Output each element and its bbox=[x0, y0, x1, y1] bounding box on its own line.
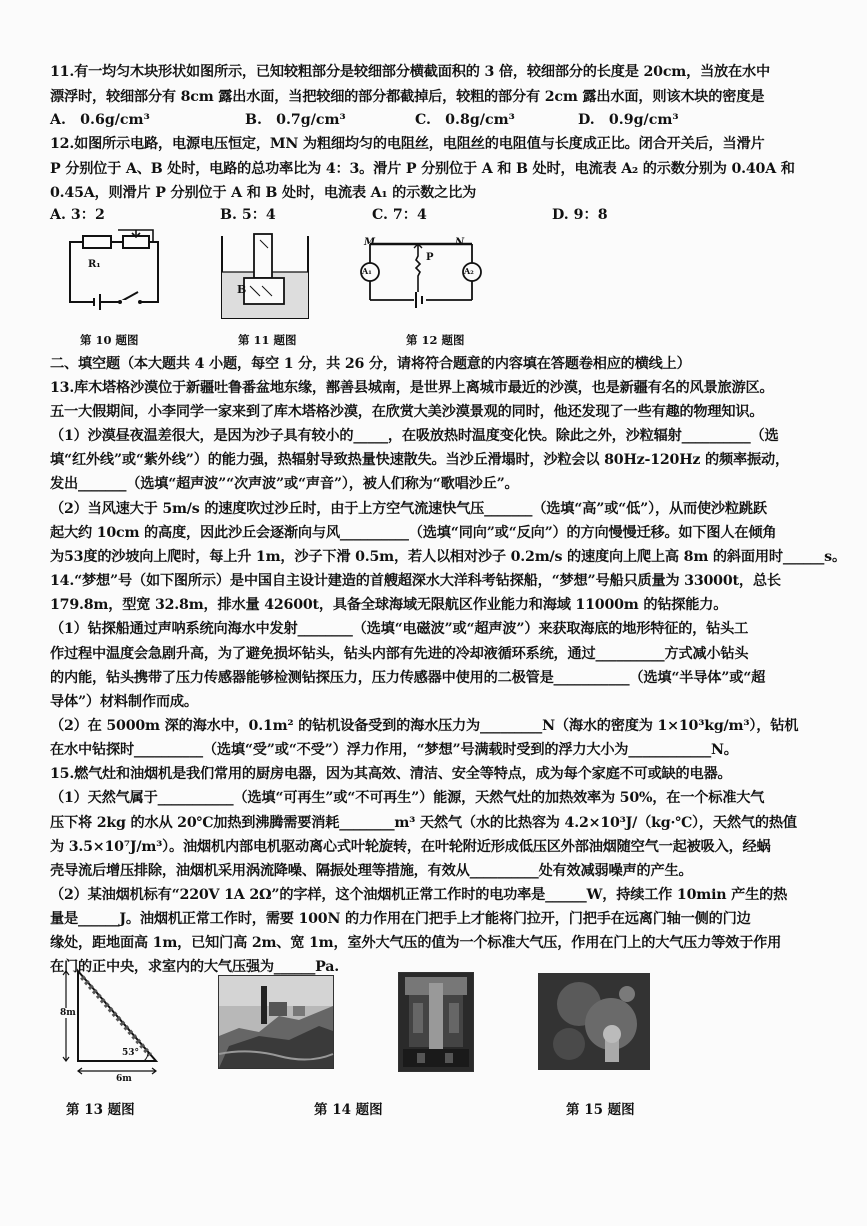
q13-line-8: 为53度的沙坡向上爬时，每上升 1m，沙子下滑 0.5m，若人以相对沙子 0.2m/s 的速度向上爬上高 8m 的斜面用时______s。 bbox=[50, 549, 846, 565]
q14-line-6: 导体”）材料制作而成。 bbox=[50, 694, 198, 710]
q11-line-1: 11.有一均匀木块形状如图所示，已知较粗部分是较细部分横截面积的 3 倍，较细部分的长度是 20cm，当放在水中 bbox=[50, 64, 771, 80]
q13-line-1: 13.库木塔格沙漠位于新疆吐鲁番盆地东缘，鄯善县城南，是世界上离城市最近的沙漠，也是新疆有名的风景旅游区。 bbox=[50, 380, 774, 396]
q13-height-label: 8m bbox=[60, 1008, 76, 1018]
q15-range-hood-photo bbox=[538, 973, 650, 1070]
q15-figure-caption: 第 15 题图 bbox=[566, 1102, 635, 1118]
q13-line-5: 发出_______（选填“超声波”“次声波”或“声音”），被人们称为“歌唱沙丘”。 bbox=[50, 476, 519, 492]
q14-line-3: （1）钻探船通过声呐系统向海水中发射________（选填“电磁波”或“超声波”）来获取海底的地形特征的，钻头工 bbox=[50, 621, 749, 637]
q14-drill-photo bbox=[398, 972, 474, 1072]
q12-option-d: D. 9：8 bbox=[552, 207, 608, 223]
q11-option-c: C. 0.8g/cm³ bbox=[415, 112, 515, 128]
q14-line-2: 179.8m，型宽 32.8m，排水量 42600t，具备全球海域无限航区作业能力和海域 11000m 的钻探能力。 bbox=[50, 597, 728, 613]
q15-line-1: 15.燃气灶和油烟机是我们常用的厨房电器，因为其高效、清洁、安全等特点，成为每个家庭不可或缺的电器。 bbox=[50, 766, 732, 782]
q11-line-2: 漂浮时，较细部分有 8cm 露出水面，当把较细的部分都截掉后，较粗的部分有 2cm 露出水面，则该木块的密度是 bbox=[50, 89, 765, 105]
q15-line-6: （2）某油烟机标有“220V 1A 2Ω”的字样，这个油烟机正常工作时的电功率是______W，持续工作 10min 产生的热 bbox=[50, 887, 788, 903]
q14-drilling-ship-photo bbox=[218, 975, 334, 1069]
q15-line-3: 压下将 2kg 的水从 20℃加热到沸腾需要消耗________m³ 天然气（水的比热容为 4.2×10³J/（kg·℃），天然气的热值 bbox=[50, 815, 797, 831]
q11-block-diagram bbox=[218, 230, 312, 322]
q13-slope-diagram bbox=[60, 965, 170, 1080]
q11-b-label: B bbox=[237, 283, 247, 296]
q11-option-d: D. 0.9g/cm³ bbox=[578, 112, 679, 128]
q13-line-6: （2）当风速大于 5m/s 的速度吹过沙丘时，由于上方空气流速快气压_______（选填“高”或“低”），从而使沙粒跳跃 bbox=[50, 501, 767, 517]
q14-figure-caption: 第 14 题图 bbox=[314, 1102, 383, 1118]
q10-figure-caption: 第 10 题图 bbox=[80, 333, 139, 347]
q12-line-2: P 分别位于 A、B 处时，电路的总功率比为 4：3。滑片 P 分别位于 A 和 B 处时，电流表 A₂ 的示数分别为 0.40A 和 bbox=[50, 161, 795, 177]
q15-line-4: 为 3.5×10⁷J/m³）。油烟机内部电机驱动离心式叶轮旋转，在叶轮附近形成低压区外部油烟随空气一起被吸入，经蜗 bbox=[50, 839, 771, 855]
q10-circuit-diagram bbox=[58, 228, 168, 318]
q12-option-a: A. 3：2 bbox=[50, 207, 105, 223]
q14-line-1: 14.“梦想”号（如下图所示）是中国自主设计建造的首艘超深水大洋科考钻探船，“梦想”号船只质量为 33000t，总长 bbox=[50, 573, 781, 589]
q12-p-label: P bbox=[426, 252, 434, 263]
q10-r1-label-inline: R₁ bbox=[88, 259, 101, 270]
q12-a1-label: A₁ bbox=[362, 266, 372, 276]
q11-figure-caption: 第 11 题图 bbox=[238, 333, 297, 347]
q15-line-7: 量是______J。油烟机正常工作时，需要 100N 的力作用在门把手上才能将门拉开，门把手在远离门轴一侧的门边 bbox=[50, 911, 751, 927]
q12-line-1: 12.如图所示电路，电源电压恒定，MN 为粗细均匀的电阻丝，电阻丝的电阻值与长度成正比。闭合开关后，当滑片 bbox=[50, 136, 765, 152]
q15-line-9: 在门的正中央，求室内的大气压强为______Pa. bbox=[50, 959, 339, 975]
q13-line-4: 填“红外线”或“紫外线”）的能力强，热辐射导致热量快速散失。当沙丘滑塌时，沙粒会以 80Hz-120Hz 的频率振动， bbox=[50, 452, 789, 468]
q13-line-3: （1）沙漠昼夜温差很大，是因为沙子具有较小的_____，在吸放热时温度变化快。除此之外，沙粒辐射__________（选 bbox=[50, 428, 779, 444]
q13-line-2: 五一大假期间，小李同学一家来到了库木塔格沙漠，在欣赏大美沙漠景观的同时，他还发现了一些有趣的物理知识。 bbox=[50, 404, 764, 420]
q12-option-c: C. 7：4 bbox=[372, 207, 427, 223]
q11-option-b: B. 0.7g/cm³ bbox=[245, 112, 346, 128]
q14-line-8: 在水中钻探时__________（选填“受”或“不受”）浮力作用，“梦想”号满载时受到的浮力大小为____________N。 bbox=[50, 742, 738, 758]
q15-line-2: （1）天然气属于___________（选填“可再生”或“不可再生”）能源，天然气灶的加热效率为 50%，在一个标准大气 bbox=[50, 790, 765, 806]
q13-line-7: 起大约 10cm 的高度，因此沙丘会逐渐向与风__________（选填“同向”或“反向”）的方向慢慢迁移。如下图人在倾角 bbox=[50, 525, 777, 541]
q15-line-5: 壳导流后增压排除，油烟机采用涡流降噪、隔振处理等措施，有效从__________处有效减弱噪声的产生。 bbox=[50, 863, 693, 879]
q14-line-7: （2）在 5000m 深的海水中，0.1m² 的钻机设备受到的海水压力为_________N（海水的密度为 1×10³kg/m³），钻机 bbox=[50, 718, 799, 734]
q14-line-4: 作过程中温度会急剧升高，为了避免损坏钻头，钻头内部有先进的冷却液循环系统，通过__________方式减小钻头 bbox=[50, 646, 749, 662]
q12-line-3: 0.45A，则滑片 P 分别位于 A 和 B 处时，电流表 A₁ 的示数之比为 bbox=[50, 185, 477, 201]
q13-base-label: 6m bbox=[116, 1074, 132, 1084]
section-2-heading: 二、填空题（本大题共 4 小题，每空 1 分，共 26 分，请将符合题意的内容填在答题卷相应的横线上） bbox=[50, 356, 691, 372]
q12-figure-caption: 第 12 题图 bbox=[406, 333, 465, 347]
q14-line-5: 的内能，钻头携带了压力传感器能够检测钻探压力，压力传感器中使用的二极管是___________（选填“半导体”或“超 bbox=[50, 670, 766, 686]
q13-figure-caption: 第 13 题图 bbox=[66, 1102, 135, 1118]
q12-option-b: B. 5：4 bbox=[220, 207, 276, 223]
q12-n-label: N bbox=[455, 237, 465, 248]
q12-m-label: M bbox=[364, 237, 376, 248]
q11-option-a: A. 0.6g/cm³ bbox=[50, 112, 150, 128]
q13-angle-label: 53° bbox=[122, 1048, 140, 1058]
q15-line-8: 缘处，距地面高 1m，已知门高 2m、宽 1m，室外大气压的值为一个标准大气压，作用在门上的大气压力等效于作用 bbox=[50, 935, 782, 951]
q12-a2-label: A₂ bbox=[464, 266, 474, 276]
